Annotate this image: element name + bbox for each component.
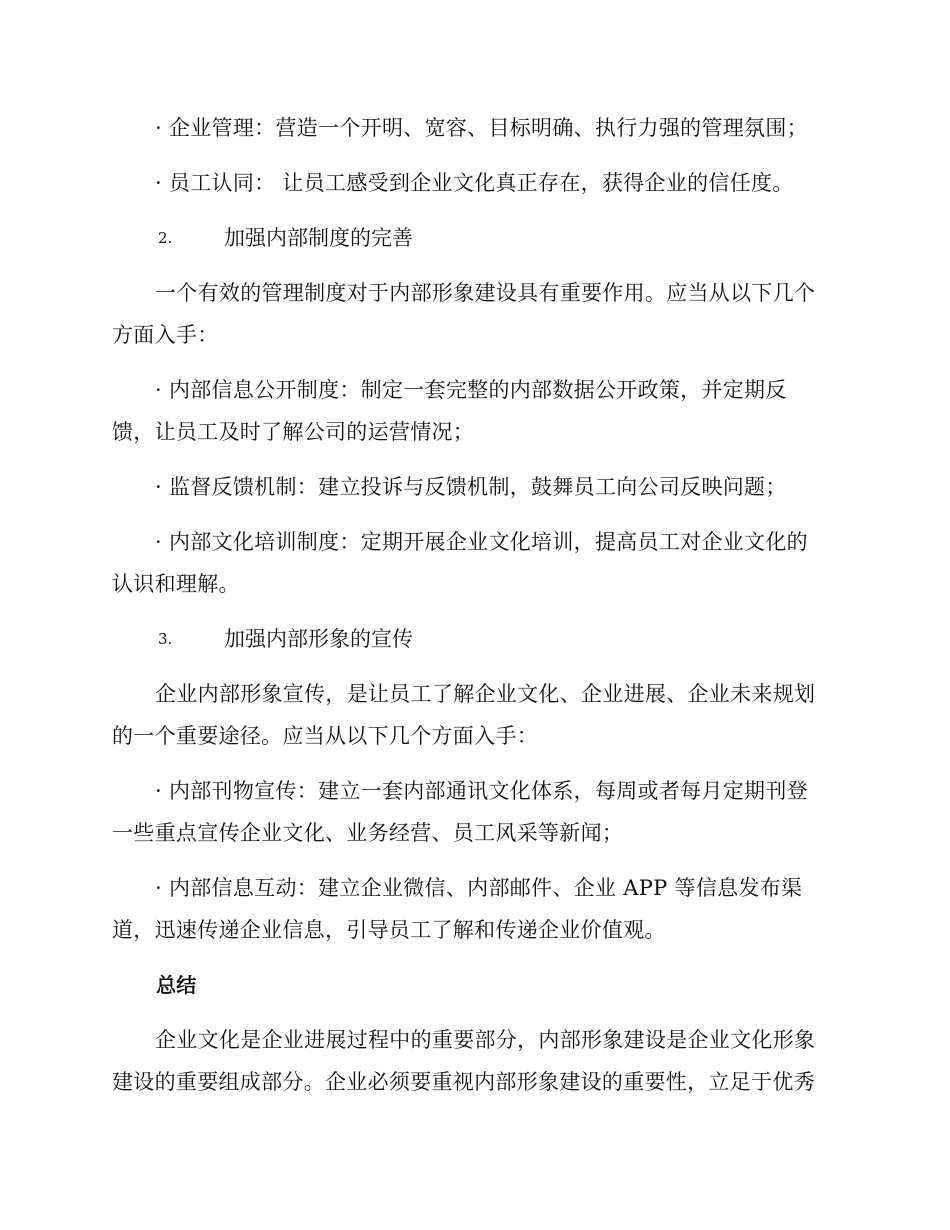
bullet-internal-publication-line-1: · 内部刊物宣传：建立一套内部通讯文化体系，每周或者每月定期刊登 [155, 779, 808, 803]
section-2-heading: 加强内部制度的完善 [224, 226, 413, 250]
section-3-heading: 加强内部形象的宣传 [224, 627, 413, 651]
paragraph-2-line-2: 的一个重要途径。应当从以下几个方面入手： [112, 724, 538, 748]
bullet-culture-training-line-2: 认识和理解。 [112, 572, 240, 596]
bullet-info-disclosure-line-2: 馈，让员工及时了解公司的运营情况； [112, 420, 475, 444]
bullet-culture-training-line-1: · 内部文化培训制度：定期开展企业文化培训，提高员工对企业文化的 [155, 530, 808, 554]
bullet-supervision-feedback: · 监督反馈机制：建立投诉与反馈机制，鼓舞员工向公司反映问题； [155, 475, 787, 499]
bullet-info-disclosure-line-1: · 内部信息公开制度：制定一套完整的内部数据公开政策，并定期反 [155, 378, 787, 402]
summary-heading: 总结 [156, 973, 197, 997]
bullet-internal-interaction-line-1: · 内部信息互动：建立企业微信、内部邮件、企业 APP 等信息发布渠 [155, 876, 803, 900]
paragraph-3-line-2: 建设的重要组成部分。企业必须要重视内部形象建设的重要性，立足于优秀 [112, 1070, 815, 1094]
section-2-number: 2. [158, 229, 173, 247]
paragraph-1-line-2: 方面入手： [112, 323, 219, 347]
bullet-enterprise-management: · 企业管理：营造一个开明、宽容、目标明确、执行力强的管理氛围； [155, 116, 808, 140]
paragraph-1-line-1: 一个有效的管理制度对于内部形象建设具有重要作用。应当从以下几个 [155, 281, 816, 305]
bullet-employee-recognition: · 员工认同： 让员工感受到企业文化真正存在，获得企业的信任度。 [155, 171, 794, 195]
section-3-number: 3. [158, 630, 173, 648]
bullet-internal-publication-line-2: 一些重点宣传企业文化、业务经营、员工风采等新闻； [112, 821, 624, 845]
bullet-internal-interaction-line-2: 道，迅速传递企业信息，引导员工了解和传递企业价值观。 [112, 918, 666, 942]
paragraph-3-line-1: 企业文化是企业进展过程中的重要部分，内部形象建设是企业文化形象 [155, 1028, 816, 1052]
paragraph-2-line-1: 企业内部形象宣传，是让员工了解企业文化、企业进展、企业未来规划 [155, 682, 816, 706]
